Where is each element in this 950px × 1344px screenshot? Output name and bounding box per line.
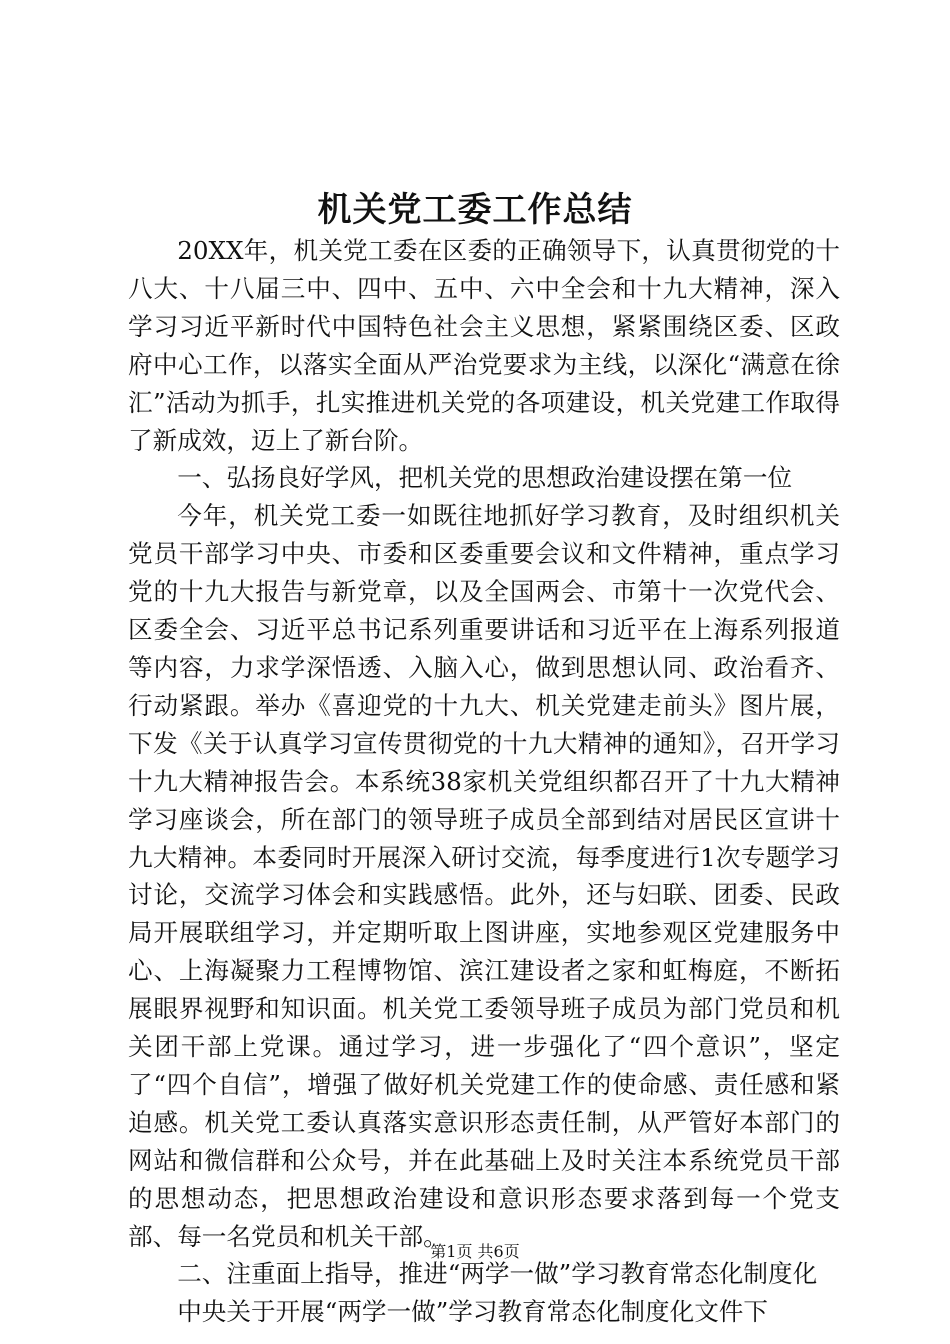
section-2-paragraph: 中央关于开展“两学一做”学习教育常态化制度化文件下 xyxy=(177,1297,768,1327)
intro-paragraph: 20XX年，机关党工委在区委的正确领导下，认真贯彻党的十八大、十八届三中、四中、五中、六中全会和十九大精神，深入学习习近平新时代中国特色社会主义思想，紧紧围绕区委、区政府中心工作，以落实全面从严治党要求为主线，以深化“满意在徐汇”活动为抓手，扎实推进机关党的各项建设，机关党建工作取得了新成效，迈上了新台阶。 xyxy=(128,236,840,455)
document-body xyxy=(128,232,840,1331)
document-title: 机关党工委工作总结 xyxy=(317,190,633,230)
section-heading-2: 二、注重面上指导，推进“两学一做”学习教育常态化制度化 xyxy=(177,1259,818,1289)
section-1-paragraph: 今年，机关党工委一如既往地抓好学习教育，及时组织机关党员干部学习中央、市委和区委重要会议和文件精神，重点学习党的十九大报告与新党章，以及全国两会、市第十一次党代会、区委全会、习近平总书记系列重要讲话和习近平在上海系列报道等内容，力求学深悟透、入脑入心，做到思想认同、政治看齐、行动紧跟。举办《喜迎党的十九大、机关党建走前头》图片展，下发《关于认真学习宣传贯彻党的十九大精神的通知》，召开学习十九大精神报告会。本系统38家机关党组织都召开了十九大精神学习座谈会，所在部门的领导班子成员全部到结对居民区宣讲十九大精神。本委同时开展深入研讨交流，每季度进行1次专题学习讨论，交流学习体会和实践感悟。此外，还与妇联、团委、民政局开展联组学习，并定期听取上图讲座，实地参观区党建服务中心、上海凝聚力工程博物馆、滨江建设者之家和虹梅庭，不断拓展眼界视野和知识面。机关党工委领导班子成员为部门党员和机关团干部上党课。通过学习，进一步强化了“四个意识”，坚定了“四个自信”，增强了做好机关党建工作的使命感、责任感和紧迫感。机关党工委认真落实意识形态责任制，从严管好本部门的网站和微信群和公众号，并在此基础上及时关注本系统党员干部的思想动态，把思想政治建设和意识形态要求落到每一个党支部、每一名党员和机关干部。 xyxy=(128,501,840,1251)
page-footer: 第1页 共6页 xyxy=(430,1242,520,1261)
section-heading-1: 一、弘扬良好学风，把机关党的思想政治建设摆在第一位 xyxy=(177,463,793,493)
